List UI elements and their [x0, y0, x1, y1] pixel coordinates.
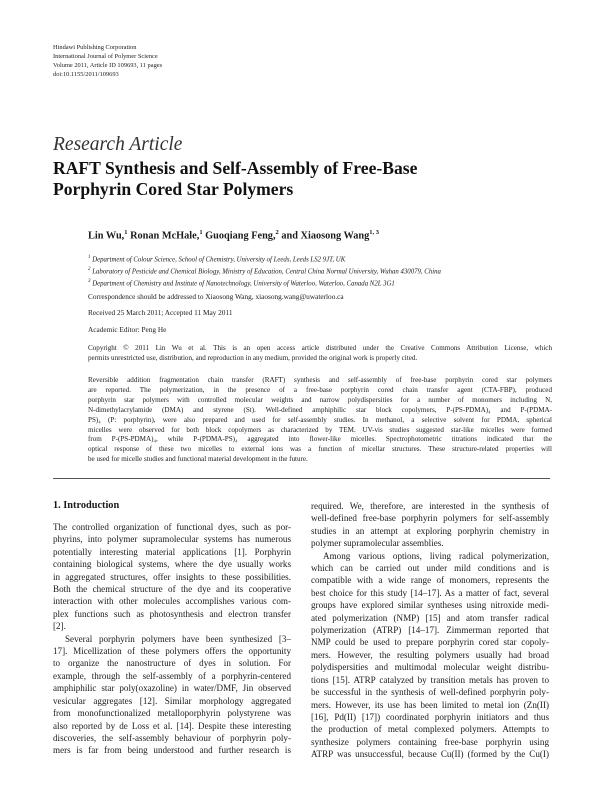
author-affil-mark: 1 — [199, 229, 203, 236]
affil-mark: 3 — [88, 278, 91, 284]
body-text-line: amphiphilic star poly(oxazoline) in water/DMF, Jin observed — [53, 683, 291, 694]
affiliation-line — [88, 265, 550, 277]
body-text-line: ATRP was unsuccessful, because Cu(II) (formed by the Cu(I) — [311, 749, 549, 760]
academic-editor: Academic Editor: Peng He — [88, 325, 167, 334]
body-text-line: compatible with a wide range of monomers, represents the — [311, 575, 549, 586]
abstract-line: are reported. The polymerization, in the presence of a free-base porphyrin cored chain transfer agent (CTA-FBP), produced — [88, 385, 552, 394]
author-list — [88, 229, 550, 241]
body-text-line: interaction with other molecules accomplishes various com- — [53, 596, 291, 607]
body-text-line: well-defined free-base porphyrin polymers for self-assembly — [311, 513, 549, 524]
copyright-line: Copyright © 2011 Lin Wu et al. This is an open access article distributed under the Creative Commons Attribution License, which — [88, 344, 552, 352]
body-text-line: potentially interesting material applications [1]. Porphyrin — [53, 546, 291, 557]
volume-line: Volume 2011, Article ID 109693, 11 pages — [53, 61, 163, 69]
body-text-line: be successful in the synthesis of well-defined porphyrin poly- — [311, 687, 549, 698]
body-text-line: from monofunctionalized metalloporphyrin polystyrene was — [53, 708, 291, 719]
left-column — [53, 521, 291, 757]
author-affil-mark: 2 — [275, 229, 279, 236]
abstract-line: porphyrin star polymers with controlled molecular weights and narrow polydispersities for a number of monomers including N, — [88, 395, 552, 404]
body-text-line: The controlled organization of functional dyes, such as por- — [53, 522, 291, 532]
abstract-line: Reversible addition fragmentation chain transfer (RAFT) synthesis and self-assembly of free-base porphyrin cored star polymers — [88, 376, 552, 384]
received-dates: Received 25 March 2011; Accepted 11 May 2011 — [88, 308, 233, 317]
body-text-line: polymer supramolecular assemblies. — [311, 538, 444, 549]
author-affil-mark: 1 — [124, 229, 128, 236]
affil-text: Laboratory of Pesticide and Chemical Biology, Ministry of Education, Central China Normal University, Wuhan 430079, China — [92, 268, 441, 276]
author-name: Lin Wu, — [88, 230, 125, 242]
body-text-line: in aggregated structures, offer insights to these possibilities. — [53, 571, 291, 582]
author-name: Ronan McHale, — [127, 230, 200, 242]
body-text-line: best choice for this study [14–17]. As a matter of fact, several — [311, 587, 549, 598]
paper-title — [53, 158, 533, 200]
abstract-line: from P-(PS-PDMA)₄, while P-(PDMA-PS)₄ aggregated into flower-like micelles. Spectrophotometric titrations indicated that the — [88, 435, 552, 444]
body-text-line: also reported by de Loss et al. [14]. Despite these interesting — [53, 720, 291, 731]
body-text-line: example, through the self-assembly of a porphyrin-centered — [53, 670, 291, 681]
body-text-line: studies in an attempt at exploring porphyrin chemistry in — [311, 525, 549, 536]
body-text-line: containing biological systems, where the dye usually works — [53, 559, 291, 570]
affiliations — [88, 253, 550, 289]
body-text-line: groups have explored similar syntheses using nitroxide medi- — [311, 600, 549, 611]
affil-mark: 2 — [88, 266, 91, 272]
abstract-line: N-dimethylacrylamide (DMA) and styrene (St). Well-defined amphiphilic star block copolymers, P-(PS-PDMA)₄ and P-(PDMA- — [88, 405, 552, 414]
body-text-line: phyrins, into polymer supramolecular systems has numerous — [53, 534, 291, 545]
abstract — [88, 376, 552, 465]
body-text-line: mers. However, the resulting polymers usually had broad — [311, 649, 549, 660]
abstract-line: be used for micelle studies and functional material development in the future. — [88, 455, 308, 464]
body-text-line: mers is far from being understood and further research is — [53, 745, 291, 756]
section-divider — [53, 478, 550, 479]
body-text-line: to organize the nanostructure of dyes in solution. For — [53, 658, 291, 669]
right-column — [311, 500, 549, 761]
affiliation-line — [88, 277, 550, 289]
affil-text: Department of Chemistry and Institute of Nanotechnology, University of Waterloo, Waterloo, Canada N2L 3G1 — [92, 280, 395, 288]
copyright-notice — [88, 344, 552, 364]
body-text-line: mers. However, its use has been limited to metal ion (Zn(II) — [311, 699, 549, 710]
publisher-header — [53, 44, 162, 80]
doi-line: doi:10.1155/2011/109693 — [53, 70, 119, 78]
body-text-line: plex functions such as photosynthesis and electron transfer — [53, 608, 291, 619]
title-line: RAFT Synthesis and Self-Assembly of Free-Base — [53, 158, 418, 178]
section-heading: 1. Introduction — [53, 500, 120, 511]
body-text-line: polymerization (ATRP) [14–17]. Zimmerman reported that — [311, 625, 549, 636]
author-name: Guoqiang Feng, — [202, 230, 276, 242]
body-text-line: tions [15]. ATRP catalyzed by transition metals has proven to — [311, 674, 549, 685]
body-text-line: ated polymerization (NMP) [15] and atom transfer radical — [311, 612, 549, 623]
body-text-line: required. We, therefore, are interested in the synthesis of — [311, 501, 549, 511]
author-name: and Xiaosong Wang — [278, 230, 370, 242]
body-text-line: polydispersities and multimodal molecular weight distribu- — [311, 662, 549, 673]
affil-mark: 1 — [88, 255, 91, 260]
abstract-line: micelles were observed for both block copolymers as characterized by TEM. UV-vis studies suggested star-like micelles were formed — [88, 425, 552, 434]
body-text-line: discoveries, the self-assembly behaviour of porphyrin poly- — [53, 732, 291, 743]
abstract-line: optical response of these two micelles to external ions was a function of micellar structures. These structure-related properties will — [88, 445, 552, 454]
body-text-line: 17]. Micellization of these polymers offers the opportunity — [53, 646, 291, 657]
body-text-line: Several porphyrin polymers have been synthesized [3– — [65, 633, 291, 644]
body-text-line: [16], Pd(II) [17]) coordinated porphyrin initiators and thus — [311, 711, 549, 722]
body-text-line: vesicular aggregates [12]. Similar morphology aggregated — [53, 695, 291, 706]
body-text-line: the production of metal complexed polymers. Attempts to — [311, 724, 549, 735]
body-text-line: Both the chemical structure of the dye and its cooperative — [53, 584, 291, 595]
copyright-line: permits unrestricted use, distribution, and reproduction in any medium, provided the original work is properly cited. — [88, 353, 418, 362]
body-text-line: synthesize polymers containing free-base porphyrin using — [311, 736, 549, 747]
affiliation-line — [88, 253, 550, 265]
publisher-line: Hindawi Publishing Corporation — [53, 44, 137, 51]
body-text-line: [2]. — [53, 621, 66, 632]
correspondence: Correspondence should be addressed to Xiaosong Wang, xiaosong.wang@uwaterloo.ca — [88, 292, 344, 301]
body-text-line: NMP could be used to prepare porphyrin cored star copoly- — [311, 637, 549, 648]
abstract-line: PS)₄ (P: porphyrin), were also prepared and used for self-assembly studies. In methanol, a selective solvent for PDMA, spherical — [88, 415, 552, 424]
affil-text: Department of Colour Science, School of Chemistry, University of Leeds, Leeds LS2 9JT, UK — [92, 256, 346, 264]
article-type: Research Article — [53, 134, 183, 155]
author-affil-mark: 1, 3 — [369, 229, 380, 236]
journal-line: International Journal of Polymer Science — [53, 52, 158, 60]
body-text-line: which can be carried out under mild conditions and is — [311, 563, 549, 574]
title-line: Porphyrin Cored Star Polymers — [53, 179, 294, 199]
body-text-line: Among various options, living radical polymerization, — [323, 550, 549, 561]
